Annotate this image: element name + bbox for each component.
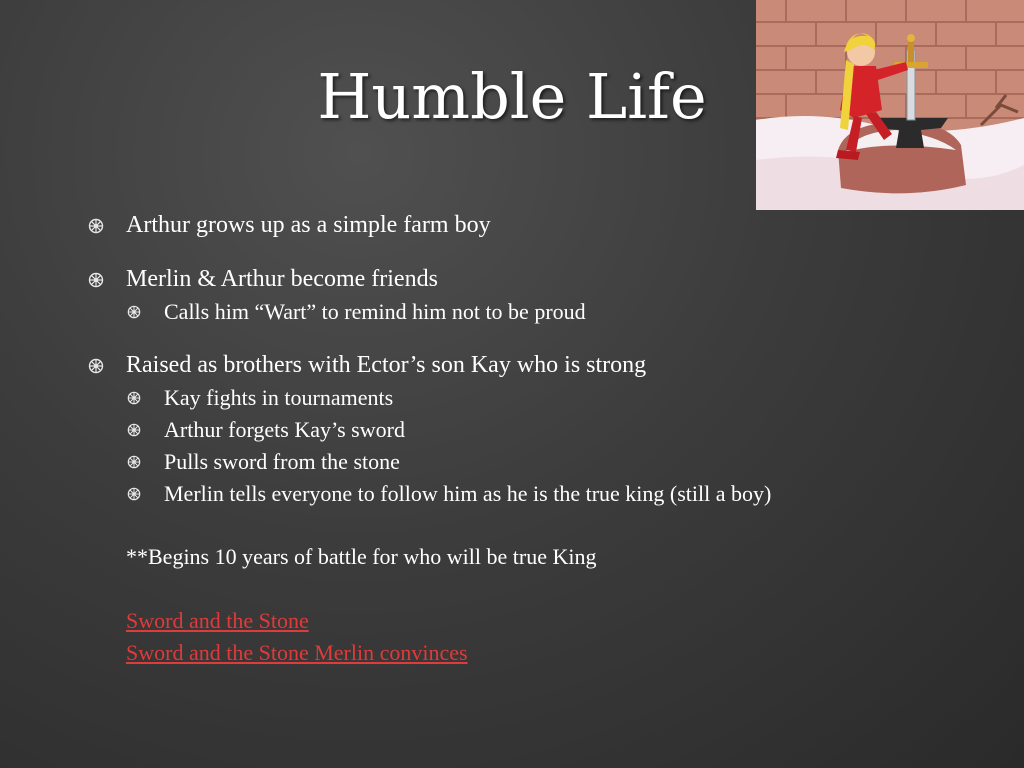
battle-note: **Begins 10 years of battle for who will be true King	[126, 544, 597, 569]
wheel-bullet-icon	[127, 423, 141, 437]
sword-and-stone-link[interactable]: Sword and the Stone	[126, 608, 309, 633]
wheel-bullet-icon	[127, 487, 141, 501]
wheel-bullet-icon	[88, 218, 104, 234]
sub-bullet-text: Arthur forgets Kay’s sword	[164, 417, 405, 442]
sub-bullet-text: Kay fights in tournaments	[164, 385, 394, 410]
wheel-bullet-icon	[127, 305, 141, 319]
bullet-text: Merlin & Arthur become friends	[126, 266, 438, 292]
sub-bullet-text: Calls him “Wart” to remind him not to be proud	[164, 299, 586, 324]
bullet-text: Arthur grows up as a simple farm boy	[126, 212, 491, 238]
bullet-text: Raised as brothers with Ector’s son Kay who is strong	[126, 352, 647, 378]
wheel-bullet-icon	[88, 358, 104, 374]
merlin-convinces-link[interactable]: Sword and the Stone Merlin convinces	[126, 640, 468, 665]
sub-bullet-text: Pulls sword from the stone	[164, 449, 400, 474]
wheel-bullet-icon	[88, 272, 104, 288]
sub-bullet-text: Merlin tells everyone to follow him as he is the true king (still a boy)	[164, 481, 772, 506]
wheel-bullet-icon	[127, 455, 141, 469]
wheel-bullet-icon	[127, 391, 141, 405]
slide-title: Humble Life	[317, 60, 707, 133]
